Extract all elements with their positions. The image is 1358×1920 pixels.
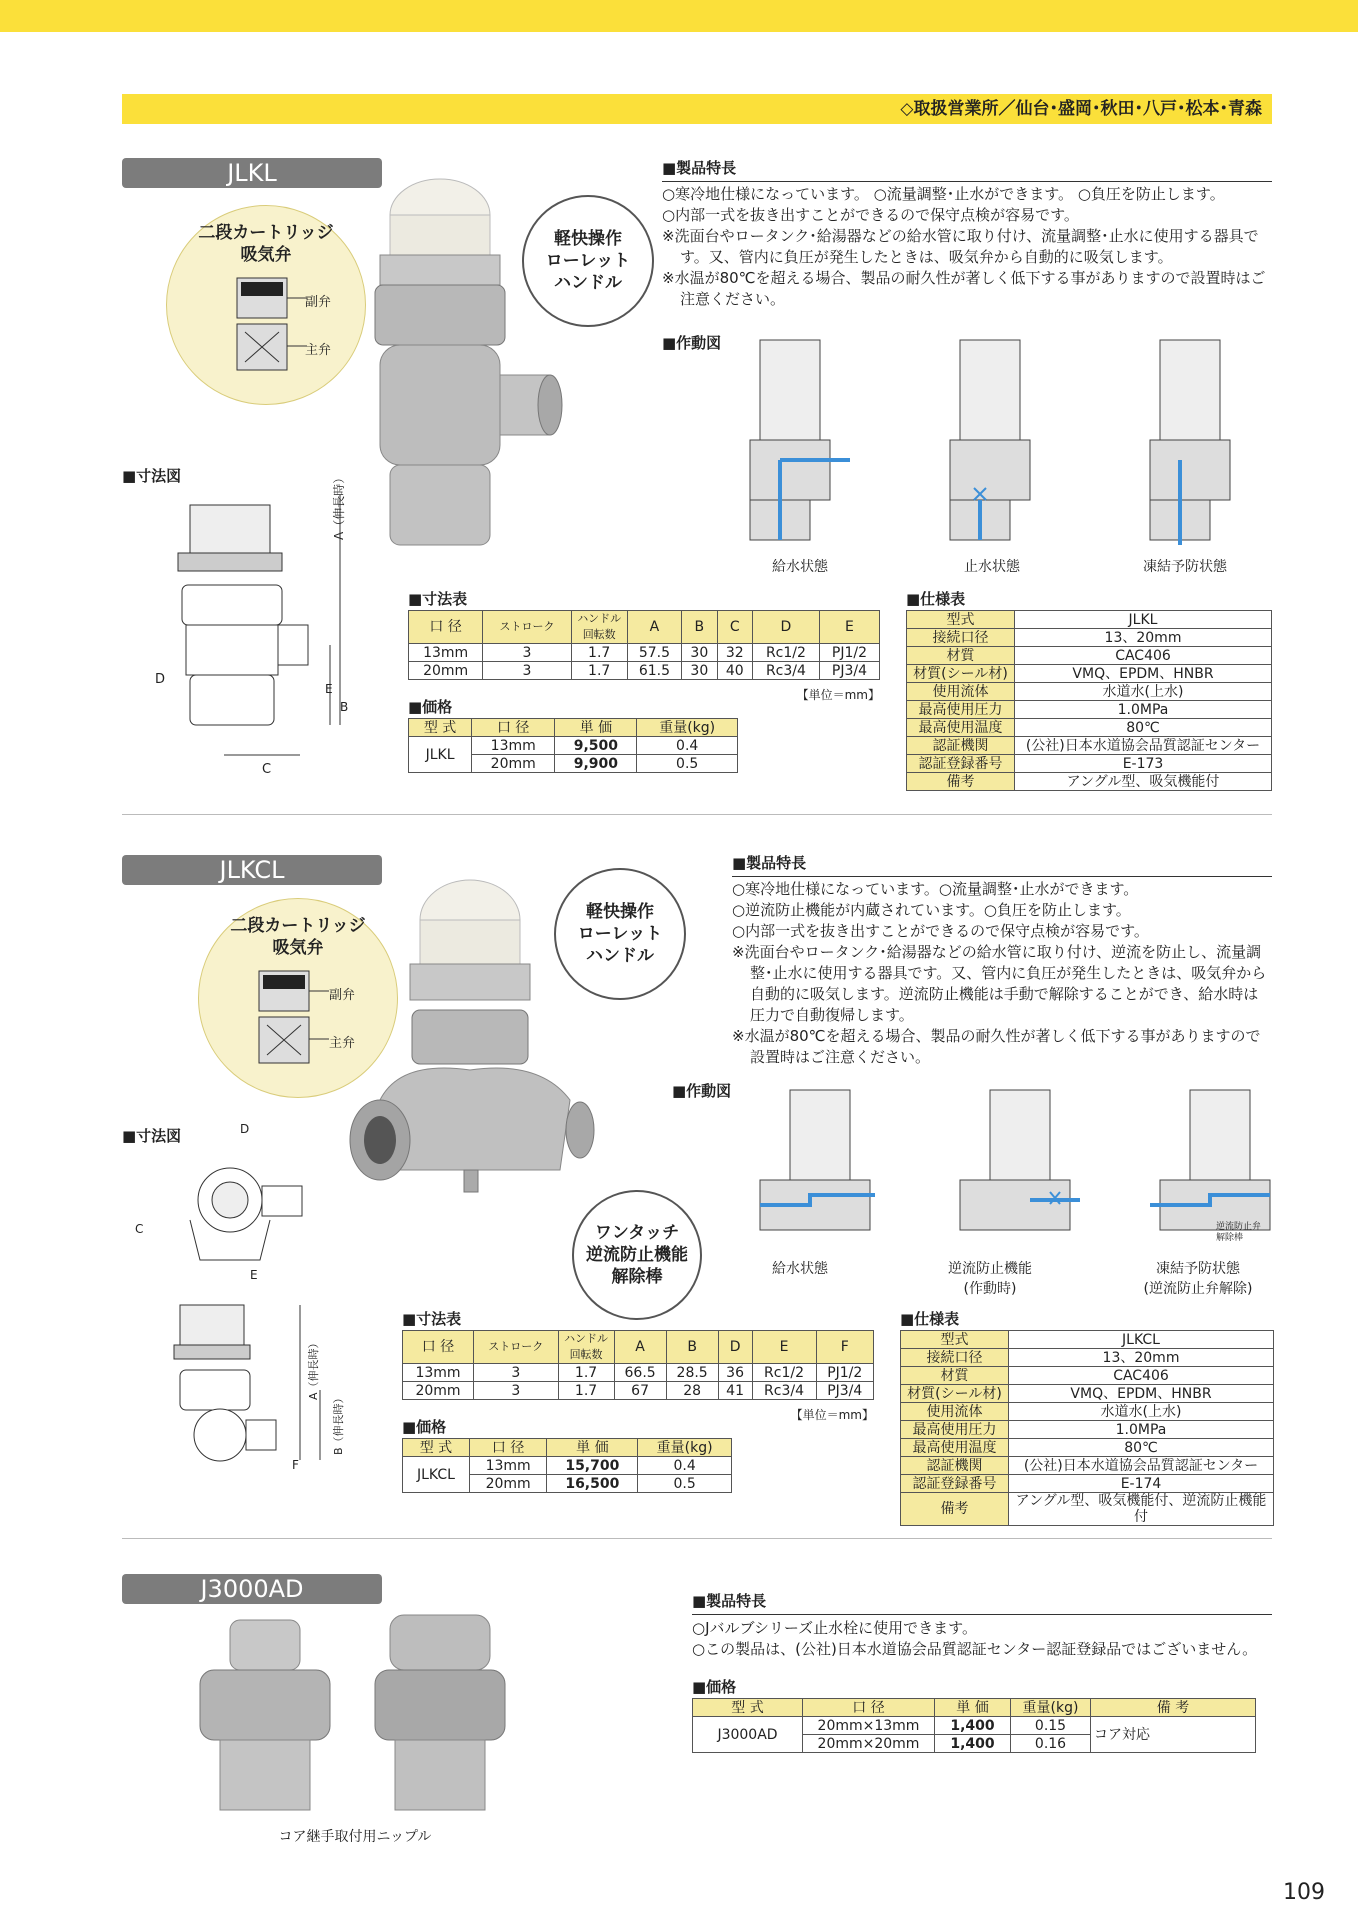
jlkcl-dim-h6: E xyxy=(752,1331,816,1364)
jlkcl-dim-label-c: C xyxy=(135,1222,144,1236)
table-cell: 0.5 xyxy=(637,755,738,773)
table-cell: 32 xyxy=(717,644,752,662)
table-cell: 41 xyxy=(718,1382,752,1400)
table-row xyxy=(409,737,738,755)
page-number: 109 xyxy=(1283,1880,1325,1905)
jlkl-price-title: ■価格 xyxy=(408,698,453,716)
table-cell: Rc1/2 xyxy=(752,1364,816,1382)
jlkl-dim-h7: E xyxy=(819,611,879,644)
jlkl-dim-label-c: C xyxy=(262,762,272,777)
jlkcl-dim-label-e: E xyxy=(250,1268,258,1282)
spec-key: 最高使用温度 xyxy=(901,1439,1009,1457)
table-cell: 0.4 xyxy=(638,1457,732,1475)
table-cell: PJ3/4 xyxy=(819,662,879,680)
spec-row xyxy=(901,1457,1274,1475)
price-h0: 型 式 xyxy=(409,719,472,737)
jlkcl-dim-label-f: F xyxy=(292,1458,299,1472)
table-cell: 67 xyxy=(614,1382,666,1400)
jlkl-dimension-drawing xyxy=(150,495,360,785)
spec-row xyxy=(901,1421,1274,1439)
spec-value: 1.0MPa xyxy=(1009,1421,1274,1439)
jlkcl-dim-h5: D xyxy=(718,1331,752,1364)
table-cell: 3 xyxy=(474,1382,559,1400)
jlkl-action-freeze xyxy=(1150,340,1230,545)
spec-key: 材質(シール材) xyxy=(901,1385,1009,1403)
jlkl-product-label: JLKL xyxy=(122,158,382,188)
price-h0: 型 式 xyxy=(693,1699,803,1717)
table-row xyxy=(403,1457,732,1475)
spec-value: E-173 xyxy=(1015,755,1272,773)
jlkcl-action-backflow xyxy=(960,1090,1080,1230)
table-cell: 20mm×20mm xyxy=(803,1735,935,1753)
jlkcl-feature-5: ※水温が80℃を超える場合、製品の耐久性が著しく低下する事がありますので設置時はご注意ください。 xyxy=(732,1027,1261,1066)
jlkl-main-valve-label: 主弁 xyxy=(305,343,332,358)
table-cell: 3 xyxy=(474,1364,559,1382)
spec-row xyxy=(907,755,1272,773)
table-cell: 1.7 xyxy=(558,1364,614,1382)
jlkl-dim-label-e: E xyxy=(325,682,333,696)
spec-value: E-174 xyxy=(1009,1475,1274,1493)
spec-value: アングル型、吸気機能付、逆流防止機能付 xyxy=(1009,1493,1274,1526)
table-row xyxy=(409,644,880,662)
jlkl-caption-stop: 止水状態 xyxy=(964,559,1020,575)
j3000ad-remark: コア対応 xyxy=(1091,1717,1256,1753)
jlkcl-feature-1: ○寒冷地仕様になっています。○流量調整･止水ができます。 xyxy=(732,880,1139,898)
table-cell: 3 xyxy=(483,644,571,662)
table-cell: 13mm xyxy=(409,644,483,662)
jlkl-action-stop xyxy=(950,340,1030,540)
jlkl-feature-1: ○寒冷地仕様になっています。 ○流量調整･止水ができます。 ○負圧を防止します。 xyxy=(662,185,1225,203)
jlkl-dim-label-a: A（伸長時） xyxy=(332,471,346,540)
jlkl-cartridge-illustration xyxy=(167,266,367,386)
jlkcl-release-rod-label: 逆流防止弁 解除棒 xyxy=(1216,1222,1262,1243)
spec-key: 最高使用圧力 xyxy=(907,701,1015,719)
table-row xyxy=(403,1382,874,1400)
jlkl-feature-4: ※水温が80℃を超える場合、製品の耐久性が著しく低下する事がありますので設置時はご注意ください。 xyxy=(662,269,1266,308)
price-h3: 重量(kg) xyxy=(637,719,738,737)
jlkcl-main-valve-label: 主弁 xyxy=(329,1036,356,1051)
spec-key: 認証登録番号 xyxy=(901,1475,1009,1493)
table-cell: 13mm xyxy=(403,1364,474,1382)
section-divider xyxy=(122,814,1272,815)
spec-row xyxy=(901,1475,1274,1493)
j3000ad-features xyxy=(692,1618,1282,1660)
table-cell: Rc3/4 xyxy=(752,662,819,680)
table-cell: 61.5 xyxy=(627,662,681,680)
price-h3: 重量(kg) xyxy=(638,1439,732,1457)
jlkcl-price-model: JLKCL xyxy=(403,1457,470,1493)
price-h3: 重量(kg) xyxy=(1011,1699,1091,1717)
table-row xyxy=(403,1364,874,1382)
spec-row xyxy=(901,1493,1274,1526)
jlkl-caption-supply: 給水状態 xyxy=(772,559,828,575)
table-cell: 20mm xyxy=(403,1382,474,1400)
price-h0: 型 式 xyxy=(403,1439,470,1457)
spec-row xyxy=(907,665,1272,683)
table-cell: 30 xyxy=(682,644,717,662)
spec-value: 1.0MPa xyxy=(1015,701,1272,719)
jlkl-dim-h3: A xyxy=(627,611,681,644)
spec-key: 型式 xyxy=(907,611,1015,629)
table-cell: 28 xyxy=(666,1382,718,1400)
spec-value: 80℃ xyxy=(1015,719,1272,737)
jlkcl-spec-table xyxy=(900,1330,1274,1526)
table-cell: 66.5 xyxy=(614,1364,666,1382)
spec-row xyxy=(901,1367,1274,1385)
price-cell: 1,400 xyxy=(935,1735,1011,1753)
jlkl-features-title: ■製品特長 xyxy=(662,157,1272,182)
jlkl-feature-3: ※洗面台やロータンク･給湯器などの給水管に取り付け、流量調整･止水に使用する器具です。又、管内に負圧が発生したときは、吸気弁から自動的に吸気します。 xyxy=(662,227,1259,266)
spec-value: 水道水(上水) xyxy=(1009,1403,1274,1421)
price-h2: 単 価 xyxy=(547,1439,638,1457)
spec-key: 認証機関 xyxy=(901,1457,1009,1475)
jlkcl-dim-label-a: A（伸長時） xyxy=(307,1337,320,1400)
jlkcl-spec-title: ■仕様表 xyxy=(900,1310,960,1328)
jlkcl-features-title: ■製品特長 xyxy=(732,852,1272,877)
table-cell: 0.4 xyxy=(637,737,738,755)
jlkl-bubble-title: 二段カートリッジ 吸気弁 xyxy=(198,223,334,265)
jlkl-spec-table xyxy=(906,610,1272,791)
jlkl-dim-h1: ストローク xyxy=(483,611,571,644)
spec-value: (公社)日本水道協会品質認証センター xyxy=(1015,737,1272,755)
spec-key: 備考 xyxy=(907,773,1015,791)
jlkcl-price-title: ■価格 xyxy=(402,1418,447,1436)
spec-row xyxy=(901,1439,1274,1457)
j3000ad-product-photo xyxy=(190,1610,520,1820)
jlkl-cartridge-bubble xyxy=(166,205,366,405)
price-h1: 口 径 xyxy=(472,719,555,737)
section-divider xyxy=(122,1538,1272,1539)
jlkl-price-model: JLKL xyxy=(409,737,472,773)
price-h1: 口 径 xyxy=(469,1439,547,1457)
jlkl-dim-h5: C xyxy=(717,611,752,644)
table-cell: 13mm xyxy=(472,737,555,755)
spec-row xyxy=(907,611,1272,629)
jlkcl-product-label: JLKCL xyxy=(122,855,382,885)
jlkcl-bubble-title: 二段カートリッジ 吸気弁 xyxy=(230,916,366,958)
jlkcl-dim-h1: ストローク xyxy=(474,1331,559,1364)
price-h4: 備 考 xyxy=(1091,1699,1256,1717)
table-cell: 0.5 xyxy=(638,1475,732,1493)
price-cell: 15,700 xyxy=(547,1457,638,1475)
j3000ad-feature-2: ○この製品は、(公社)日本水道協会品質認証センター認証登録品ではございません。 xyxy=(692,1640,1258,1658)
table-cell: 13mm xyxy=(469,1457,547,1475)
j3000ad-photo-caption: コア継手取付用ニップル xyxy=(278,1829,432,1845)
jlkcl-dim-h7: F xyxy=(816,1331,873,1364)
jlkl-dimension-figure-title: ■寸法図 xyxy=(122,467,182,485)
jlkl-feature-2: ○内部一式を抜き出すことができるので保守点検が容易です。 xyxy=(662,206,1079,224)
nipple-1 xyxy=(200,1620,330,1810)
jlkcl-dimension-figure-title: ■寸法図 xyxy=(122,1127,182,1145)
jlkcl-release-callout: ワンタッチ 逆流防止機能 解除棒 xyxy=(572,1190,702,1320)
jlkl-dim-h4: B xyxy=(682,611,717,644)
price-cell: 16,500 xyxy=(547,1475,638,1493)
table-cell: 20mm×13mm xyxy=(803,1717,935,1735)
jlkcl-feature-2: ○逆流防止機能が内蔵されています。○負圧を防止します。 xyxy=(732,901,1131,919)
spec-key: 接続口径 xyxy=(901,1349,1009,1367)
jlkcl-action-freeze xyxy=(1150,1090,1270,1230)
jlkl-unit-note: 【単位＝mm】 xyxy=(796,688,880,702)
jlkcl-feature-4: ※洗面台やロータンク･給湯器などの給水管に取り付け、逆流を防止し、流量調整･止水に使用する器具です。又、管内に負圧が発生したときは、吸気弁から自動的に吸気します。逆流防止機能は手動で解除することができ、給水時は圧力で自動復帰します。 xyxy=(732,943,1267,1024)
spec-key: 備考 xyxy=(901,1493,1009,1526)
jlkl-action-supply xyxy=(750,340,850,540)
spec-key: 型式 xyxy=(901,1331,1009,1349)
jlkcl-action-supply xyxy=(760,1090,875,1230)
spec-row xyxy=(907,629,1272,647)
table-cell: Rc3/4 xyxy=(752,1382,816,1400)
table-cell: 20mm xyxy=(472,755,555,773)
jlkl-spec-title: ■仕様表 xyxy=(906,590,966,608)
top-accent-bar xyxy=(0,0,1358,32)
spec-key: 使用流体 xyxy=(901,1403,1009,1421)
spec-row xyxy=(901,1403,1274,1421)
price-cell: 9,900 xyxy=(555,755,637,773)
spec-value: VMQ、EPDM、HNBR xyxy=(1015,665,1272,683)
table-cell: 57.5 xyxy=(627,644,681,662)
spec-key: 材質(シール材) xyxy=(907,665,1015,683)
spec-key: 使用流体 xyxy=(907,683,1015,701)
jlkcl-action-title: ■作動図 xyxy=(672,1082,732,1100)
jlkcl-price-table xyxy=(402,1438,732,1493)
price-h2: 単 価 xyxy=(935,1699,1011,1717)
spec-row xyxy=(907,683,1272,701)
spec-row xyxy=(907,773,1272,791)
table-cell: 30 xyxy=(682,662,717,680)
jlkl-dim-table-title: ■寸法表 xyxy=(408,590,468,608)
jlkcl-caption-supply: 給水状態 xyxy=(772,1261,828,1277)
spec-key: 材質 xyxy=(907,647,1015,665)
spec-value: VMQ、EPDM、HNBR xyxy=(1009,1385,1274,1403)
offices-banner: ◇取扱営業所／仙台･盛岡･秋田･八戸･松本･青森 xyxy=(122,94,1272,124)
spec-value: CAC406 xyxy=(1009,1367,1274,1385)
jlkcl-feature-3: ○内部一式を抜き出すことができるので保守点検が容易です。 xyxy=(732,922,1149,940)
table-cell: 1.7 xyxy=(558,1382,614,1400)
jlkl-action-title: ■作動図 xyxy=(662,334,722,352)
spec-value: CAC406 xyxy=(1015,647,1272,665)
nipple-2 xyxy=(375,1615,505,1810)
spec-value: JLKCL xyxy=(1009,1331,1274,1349)
jlkcl-dim-h0: 口 径 xyxy=(403,1331,474,1364)
jlkl-handle-callout: 軽快操作 ローレット ハンドル xyxy=(522,195,654,327)
spec-value: 13、20mm xyxy=(1009,1349,1274,1367)
price-cell: 9,500 xyxy=(555,737,637,755)
jlkcl-handle-callout: 軽快操作 ローレット ハンドル xyxy=(554,868,686,1000)
price-cell: 1,400 xyxy=(935,1717,1011,1735)
table-cell: PJ1/2 xyxy=(816,1364,873,1382)
table-cell: 20mm xyxy=(409,662,483,680)
table-cell: 36 xyxy=(718,1364,752,1382)
table-cell: PJ3/4 xyxy=(816,1382,873,1400)
jlkcl-caption-freeze: 凍結予防状態 (逆流防止弁解除) xyxy=(1143,1261,1253,1297)
spec-key: 認証機関 xyxy=(907,737,1015,755)
jlkcl-features xyxy=(732,879,1272,1068)
jlkcl-dimension-drawing xyxy=(140,1130,340,1490)
j3000ad-price-table xyxy=(692,1698,1256,1753)
jlkl-caption-freeze: 凍結予防状態 xyxy=(1143,559,1227,575)
jlkcl-dim-table xyxy=(402,1330,874,1400)
j3000ad-features-title: ■製品特長 xyxy=(692,1590,1272,1615)
jlkl-sub-valve-label: 副弁 xyxy=(305,295,332,310)
spec-row xyxy=(907,719,1272,737)
spec-key: 接続口径 xyxy=(907,629,1015,647)
spec-row xyxy=(901,1349,1274,1367)
jlkcl-dim-label-b: B（伸長時） xyxy=(332,1392,345,1455)
table-row xyxy=(409,662,880,680)
spec-key: 最高使用圧力 xyxy=(901,1421,1009,1439)
jlkcl-dim-h3: A xyxy=(614,1331,666,1364)
table-row xyxy=(693,1717,1256,1735)
table-cell: Rc1/2 xyxy=(752,644,819,662)
spec-value: 80℃ xyxy=(1009,1439,1274,1457)
price-h1: 口 径 xyxy=(803,1699,935,1717)
jlkl-action-diagrams xyxy=(710,330,1270,550)
jlkcl-unit-note: 【単位＝mm】 xyxy=(790,1408,874,1422)
jlkl-dim-h2: ハンドル回転数 xyxy=(571,611,627,644)
j3000ad-product-label: J3000AD xyxy=(122,1574,382,1604)
jlkl-dim-table xyxy=(408,610,880,680)
jlkl-dim-label-b: B xyxy=(340,700,349,714)
table-cell: 1.7 xyxy=(571,644,627,662)
spec-key: 認証登録番号 xyxy=(907,755,1015,773)
jlkcl-sub-valve-label: 副弁 xyxy=(329,988,356,1003)
jlkcl-action-diagrams xyxy=(720,1080,1280,1260)
jlkl-price-table xyxy=(408,718,738,773)
jlkcl-dim-h2: ハンドル回転数 xyxy=(558,1331,614,1364)
j3000ad-feature-1: ○Jバルブシリーズ止水栓に使用できます。 xyxy=(692,1619,977,1637)
jlkl-dim-h6: D xyxy=(752,611,819,644)
table-cell: 20mm xyxy=(469,1475,547,1493)
spec-value: アングル型、吸気機能付 xyxy=(1015,773,1272,791)
spec-row xyxy=(901,1331,1274,1349)
jlkcl-dim-label-d: D xyxy=(240,1122,250,1136)
jlkl-features xyxy=(662,184,1272,310)
jlkcl-caption-backflow: 逆流防止機能 (作動時) xyxy=(948,1261,1032,1297)
spec-row xyxy=(901,1385,1274,1403)
spec-value: 13、20mm xyxy=(1015,629,1272,647)
spec-value: 水道水(上水) xyxy=(1015,683,1272,701)
jlkl-dim-h0: 口 径 xyxy=(409,611,483,644)
table-cell: 40 xyxy=(717,662,752,680)
spec-value: (公社)日本水道協会品質認証センター xyxy=(1009,1457,1274,1475)
spec-value: JLKL xyxy=(1015,611,1272,629)
jlkcl-dim-table-title: ■寸法表 xyxy=(402,1310,462,1328)
j3000ad-price-model: J3000AD xyxy=(693,1717,803,1753)
spec-row xyxy=(907,737,1272,755)
price-h2: 単 価 xyxy=(555,719,637,737)
jlkl-dim-label-d: D xyxy=(155,672,166,687)
spec-key: 最高使用温度 xyxy=(907,719,1015,737)
table-cell: 0.16 xyxy=(1011,1735,1091,1753)
jlkcl-dim-h4: B xyxy=(666,1331,718,1364)
table-cell: 1.7 xyxy=(571,662,627,680)
j3000ad-price-title: ■価格 xyxy=(692,1678,737,1696)
spec-row xyxy=(907,647,1272,665)
table-cell: 28.5 xyxy=(666,1364,718,1382)
table-cell: 3 xyxy=(483,662,571,680)
table-cell: PJ1/2 xyxy=(819,644,879,662)
spec-key: 材質 xyxy=(901,1367,1009,1385)
table-cell: 0.15 xyxy=(1011,1717,1091,1735)
spec-row xyxy=(907,701,1272,719)
